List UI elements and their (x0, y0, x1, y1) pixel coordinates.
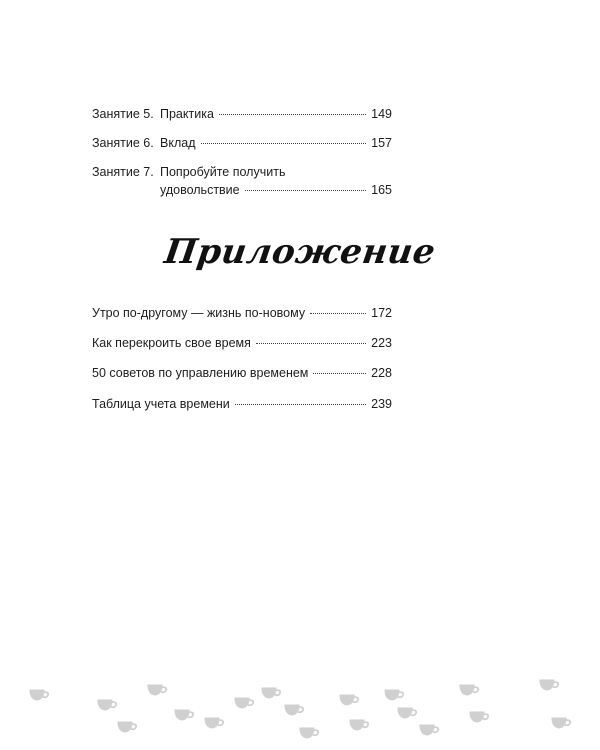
coffee-cup-icon (460, 685, 478, 695)
leader-dots (245, 189, 367, 191)
appendix-heading: Приложение (162, 232, 438, 272)
coffee-cup-icon (175, 710, 193, 720)
appendix-item-title: Как перекроить свое время (92, 336, 251, 350)
coffee-cup-icon (98, 700, 116, 710)
coffee-cup-icon (552, 718, 570, 728)
lesson-title: Практика (160, 107, 214, 121)
page-number: 223 (371, 336, 392, 350)
coffee-cup-icon (540, 680, 558, 690)
lesson-number: Занятие 5. (92, 107, 154, 121)
coffee-cup-icon (205, 718, 223, 728)
lesson-title: Вклад (160, 136, 196, 150)
leader-dots (201, 142, 367, 144)
toc-entry-appendix-4[interactable] (92, 396, 392, 412)
coffee-cup-icon (300, 728, 318, 738)
page-number: 228 (371, 366, 392, 380)
toc-entry-lesson-6[interactable] (92, 135, 392, 151)
coffee-cup-icon (350, 720, 368, 730)
coffee-cup-icon (148, 685, 166, 695)
lesson-title-line-2: удовольствие (160, 183, 240, 197)
coffee-cup-icon (398, 708, 416, 718)
page-number: 165 (371, 183, 392, 197)
coffee-cup-icon (340, 695, 358, 705)
leader-dots (235, 403, 366, 405)
appendix-item-title: Утро по-другому — жизнь по-новому (92, 306, 306, 320)
leader-dots (313, 372, 366, 374)
coffee-cup-icon (262, 688, 280, 698)
lesson-title-line-1: Попробуйте получить (160, 165, 286, 179)
appendix-item-title: Таблица учета времени (92, 397, 230, 411)
coffee-cup-pattern (0, 650, 600, 750)
leader-dots (219, 113, 366, 115)
toc-entry-lesson-7[interactable] (92, 164, 392, 198)
lesson-number: Занятие 6. (92, 136, 154, 150)
coffee-cup-icon (235, 698, 253, 708)
coffee-cup-icon (470, 712, 488, 722)
toc-entry-appendix-1[interactable] (92, 305, 392, 321)
leader-dots (256, 342, 366, 344)
lesson-number: Занятие 7. (92, 165, 154, 179)
leader-dots (310, 312, 366, 314)
toc-entry-appendix-2[interactable] (92, 335, 392, 351)
page-number: 149 (371, 107, 392, 121)
coffee-cup-icon (285, 705, 303, 715)
page-number: 157 (371, 136, 392, 150)
toc-entry-lesson-5[interactable] (92, 106, 392, 122)
page-number: 239 (371, 397, 392, 411)
toc-entry-appendix-3[interactable] (92, 365, 392, 381)
coffee-cup-icon (385, 690, 403, 700)
appendix-item-title: 50 советов по управлению временем (92, 366, 309, 380)
page-number: 172 (371, 306, 392, 320)
coffee-cup-icon (30, 690, 48, 700)
coffee-cup-icon (118, 722, 136, 732)
coffee-cup-icon (420, 725, 438, 735)
